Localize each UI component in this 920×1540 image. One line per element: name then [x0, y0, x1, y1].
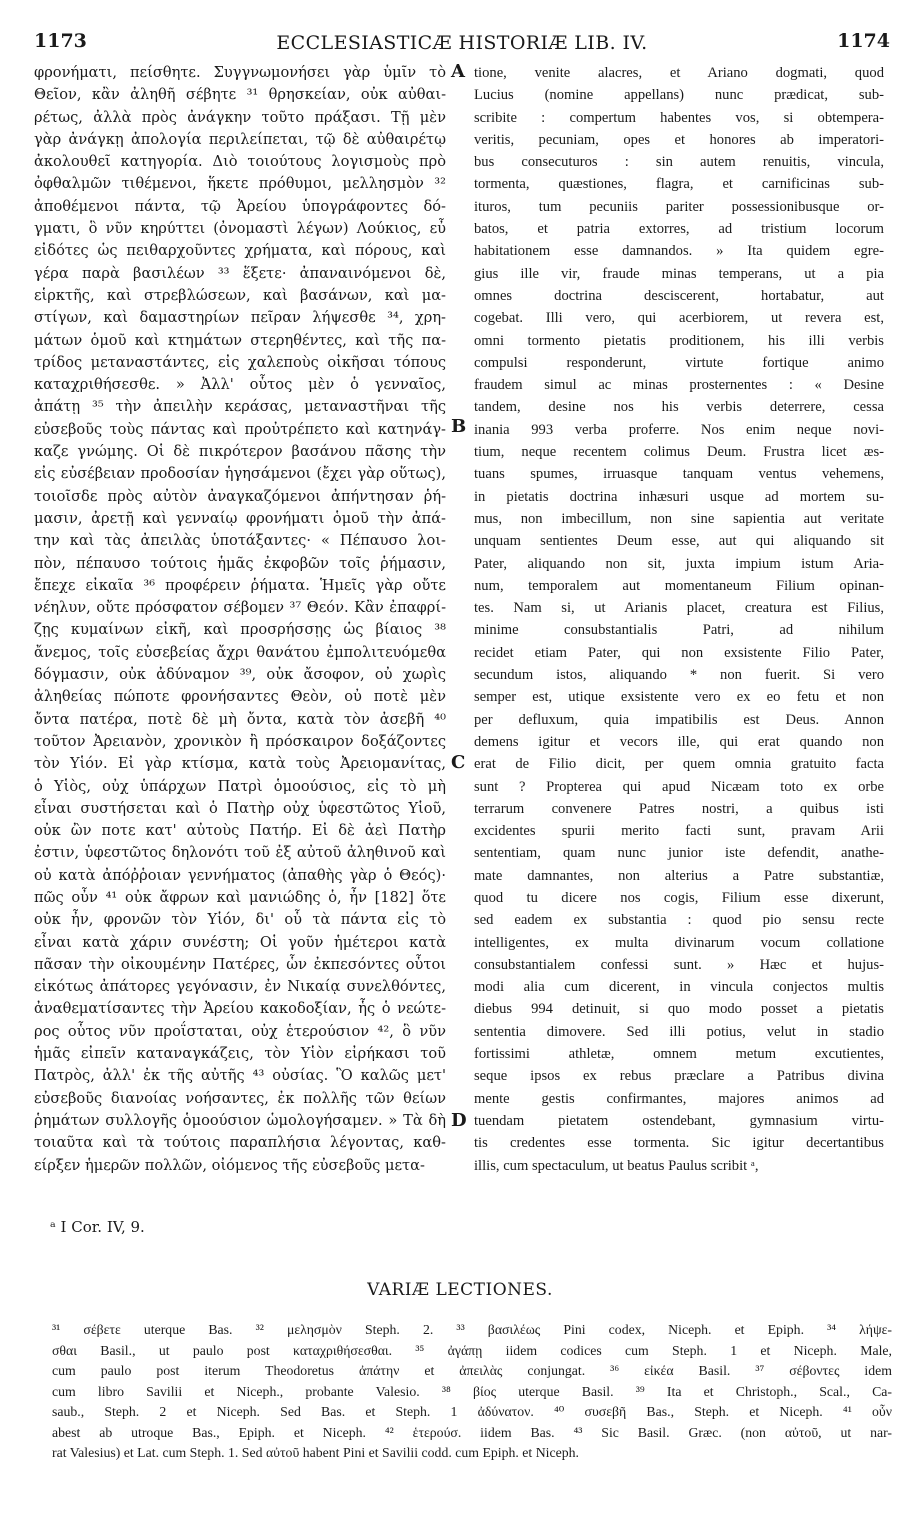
greek-text-line: οὐ κατὰ ἀπόῤῥοιαν γεννήματος (ἀπαθὴς γὰρ ὁ Θεός)·: [34, 866, 446, 884]
latin-text-line: Lucius (nomine appellans) nunc prædicat, sub-: [474, 87, 884, 104]
greek-text-line: στίγων, καὶ δαμαστηρίων πεῖραν λήψεσθε ³⁴, χρη-: [34, 309, 446, 327]
greek-text-line: εἱρκτῆς, καὶ στρεβλώσεων, καὶ βασάνων, καὶ μα-: [34, 286, 446, 304]
greek-text-line: ἐστιν, ὑφεστῶτος δηλονότι τοῦ ἐξ αὐτοῦ ἀληθινοῦ καὶ: [34, 844, 446, 862]
latin-text-line: veritis, pecuniam, opes et honores ab imperatori-: [474, 131, 884, 148]
latin-text-line: modi alia cum dicerent, in vincula conjectos multis: [474, 979, 884, 996]
greek-text-line: τοιαῦτα καὶ τὰ τούτοις παραπλήσια λέγοντας, καθ-: [34, 1134, 446, 1152]
variant-reading-line: cum libro Savilii et Niceph., probante Valesio. ³⁸ βίος uterque Basil. ³⁹ Ita et Christoph., Scal., Ca-: [52, 1383, 892, 1399]
margin-marker-a: A: [451, 61, 465, 82]
greek-text-line: γματι, ὃ νῦν κηρύττει (ὀνομαστὶ λέγων) Λούκιος, εὖ: [34, 220, 446, 238]
latin-text-line: per defluxum, quia impatibilis est Deus. Annon: [474, 711, 884, 728]
variant-reading-line: σθαι Basil., ut paulo post καταχριθήσεσθαι. ³⁵ ἀγάπῃ iidem codices cum Steph. 1 et Niceph. Male,: [52, 1342, 892, 1358]
greek-text-line: ῥημάτων συλλογῆς ὁμοούσιον ὡμολογήσαμεν. » Τὰ δὴ: [34, 1111, 446, 1129]
variant-readings: [52, 1320, 892, 1464]
greek-text-line: νέηλυν, οὔτε πρόσφατον σέβομεν ³⁷ Θεόν. Κἂν ἐπαφρί-: [34, 599, 446, 617]
running-title: ECCLESIASTICÆ HISTORIÆ LIB. IV.: [276, 32, 648, 54]
latin-text-line: inania 993 verba proferre. Nos enim neque novi-: [474, 421, 884, 438]
greek-text-line: εὐσεβοῦς διανοίας νοήσαντες, ἐκ πολλῆς τῶν θείων: [34, 1089, 446, 1107]
greek-text-line: ὁ Υἱὸς, οὐχ ὑπάρχων Πατρὶ ὁμοούσιος, εἰς τὸ μὴ: [34, 777, 446, 795]
latin-text-line: erat de Filio dicit, per quem omnia gratuito facta: [474, 756, 884, 773]
greek-text-line: μασιν, ἀρετῇ καὶ γενναίῳ φρονήματι ὁμοῦ τὴν ἀπά-: [34, 509, 446, 527]
greek-text-line: ἀληθείας πώποτε φρονήσαντες Θεὸν, οὐ ποτὲ μὲν: [34, 688, 446, 706]
variants-heading: VARIÆ LECTIONES.: [367, 1280, 553, 1300]
variant-reading-line: abest ab utroque Bas., Epiph. et Niceph. ⁴² ἑτερούσ. iidem Bas. ⁴³ Sic Basil. Græc. (non αὐτοῦ, ut nar-: [52, 1424, 892, 1440]
greek-text-line: ἔπεχε εἰκαῖα ³⁶ προφέρειν ῥήματα. Ἡμεῖς γὰρ οὔτε: [34, 576, 446, 594]
greek-text-line: Θεῖον, κἂν ἀληθῆ σέβητε ³¹ θρησκείαν, οὐκ αὐθαι-: [34, 86, 446, 104]
latin-text-line: tium, neque recentem colimus Deum. Frustra licet æs-: [474, 444, 884, 461]
latin-text-line: bus consecuturos : sin autem renuitis, vincula,: [474, 154, 884, 171]
greek-text-line: πὸν, πέπαυσο τούτοις ἡμᾶς ἐκφοβῶν τοῖς ῥήμασιν,: [34, 554, 446, 572]
latin-text-line: illis, cum spectaculum, ut beatus Paulus scribit ᵃ,: [474, 1157, 759, 1174]
greek-text-line: καζε γνώμης. Οἱ δὲ πικρότερον βασάνου πᾶσης τὴν: [34, 443, 446, 461]
greek-text-line: την καὶ τὰς ἀπειλὰς ὑποτάξαντες· « Πέπαυσο λοι-: [34, 532, 446, 550]
latin-text-column: [474, 62, 884, 1177]
margin-marker-d: D: [451, 1110, 467, 1131]
greek-text-line: ἀναθεματίσαντες τὴν Ἀρείου κακοδοξίαν, ἧς ὁ νεώτε-: [34, 1000, 446, 1018]
latin-text-line: omni tormento pietatis proditionem, his illi verbis: [474, 332, 884, 349]
greek-text-line: οὐκ ἦν, φρονῶν τὸν Υἱόν, δι' οὗ τὰ πάντα εἰς τὸ: [34, 911, 446, 929]
greek-text-line: είρξεν ἡμερῶν πολλῶν, οἰόμενος τῆς εὐσεβοῦς μετα-: [34, 1156, 425, 1174]
latin-text-line: scribite : compertum habentes vos, si obtempera-: [474, 109, 884, 126]
greek-text-line: ἀκολουθεῖ κατηγορία. Διὸ τοιούτους λογισμοὺς πρὸ: [34, 153, 446, 171]
latin-text-line: in pietatis doctrina inhæsuri usque ad mortem su-: [474, 488, 884, 505]
latin-text-line: intelligentes, ex multa divinarum vocum collatione: [474, 934, 884, 951]
greek-text-line: ἀπάτῃ ³⁵ τὴν ἀπειλὴν κεράσας, μεταναστῆναι τῆς: [34, 398, 446, 416]
greek-text-line: ζῃς κυμαίνων εἰκῆ, καὶ προσρήσσῃς ὡς βίαιος ³⁸: [34, 621, 446, 639]
latin-text-line: tuendam pietatem ostendebant, gymnasium virtu-: [474, 1112, 884, 1129]
latin-text-line: consubstantialem confessi sunt. » Hæc et hujus-: [474, 956, 884, 973]
greek-text-line: ὄντα πατέρα, ποτὲ δὲ μὴ ὄντα, κατὰ τὸν ἀσεβῆ ⁴⁰: [34, 710, 446, 728]
latin-text-line: mus, non imbecillum, non sine sapientia aut veritate: [474, 510, 884, 527]
greek-text-line: εἰδότες ὡς πειθαρχοῦντες χρήματα, καὶ πόρους, καὶ: [34, 242, 446, 260]
greek-text-line: γέρα παρὰ βασιλέων ³³ ἕξετε· ἀπαναινόμενοι δὲ,: [34, 264, 446, 282]
latin-text-line: semper est, utique exsistente vero ex eo fetu et non: [474, 689, 884, 706]
greek-text-line: τὸν Υἱόν. Εἰ γὰρ κτίσμα, κατὰ τοὺς Ἀρειομανίτας,: [34, 755, 446, 773]
latin-text-line: recidet etiam Pater, qui non exsistente Filio Pater,: [474, 644, 884, 661]
greek-text-line: εἰς εὐσέβειαν προδοσίαν ἡγησάμενοι (ἔχει γὰρ οὕτως),: [34, 465, 446, 483]
greek-text-column: [34, 62, 446, 1177]
greek-text-line: τοῦτον Ἀρειανὸν, χρονικὸν ἢ πρόσκαιρον δοξάζοντες: [34, 732, 446, 750]
latin-text-line: tione, venite alacres, et Ariano dogmati, quod: [474, 65, 884, 81]
greek-text-line: ὀφθαλμῶν τιθέμενοι, ἥκετε πρόθυμοι, μελλησμὸν ³²: [34, 175, 446, 193]
latin-text-line: diebus 994 detinuit, si quo modo posset a pietatis: [474, 1001, 884, 1018]
latin-text-line: seque ipsos ex rebus præclare a Patribus divina: [474, 1068, 884, 1085]
variant-reading-line: cum paulo post iterum Theodoretus ἀπάτην et ἀπειλὰς conjungat. ³⁶ εἰκέα Basil. ³⁷ σέβοντες idem: [52, 1363, 892, 1378]
latin-text-line: tormenta, quæstiones, flagra, et carnificinas sub-: [474, 176, 884, 193]
latin-text-line: habitationem esse damnandos. » Ita quidem egre-: [474, 243, 884, 260]
greek-text-line: φρονήματι, πείσθητε. Συγγνωμονήσει γὰρ ὑμῖν τὸ: [34, 64, 446, 81]
latin-text-line: tandem, desine nos his verbis deterrere, cessa: [474, 399, 884, 416]
greek-text-line: καταχριθήσεσθε. » Ἀλλ' οὗτος μὲν ὁ γενναῖος,: [34, 376, 446, 394]
latin-text-line: cogebat. Illi vero, qui acerbiorem, ut revera est,: [474, 310, 884, 327]
greek-text-line: ἀποθέμενοι πάντα, τῷ Ἀρείου ὑπογράφοντες δό-: [34, 197, 446, 215]
greek-text-line: ἄνεμος, τοῖς εὐσεβείας ἄχρι θανάτου ἐμπολιτευόμεθα: [34, 643, 446, 661]
latin-text-line: fraudem simul ac minas prosternentes : « Desine: [474, 377, 884, 394]
latin-text-line: quod tu dicere nos cogis, Filium esse dixerunt,: [474, 889, 884, 906]
greek-text-line: πῶς οὖν ⁴¹ οὐκ ἄφρων καὶ μανιώδης ὁ, ἦν [182] ὅτε: [34, 888, 446, 906]
latin-text-line: sententiam, quam nunc junior iste defendit, anathe-: [474, 845, 884, 862]
latin-text-line: ituros, tum pecuniis pariter possessionibusque or-: [474, 198, 884, 215]
latin-text-line: fortissimi athletæ, omnem metum excutientes,: [474, 1046, 884, 1063]
latin-text-line: minime consubstantialis Patri, ad nihilum: [474, 622, 884, 639]
latin-text-line: tuans spumes, irruasque tanquam ventus vehemens,: [474, 466, 884, 483]
margin-marker-c: C: [451, 752, 466, 773]
page-number-left: 1173: [34, 30, 87, 52]
greek-text-line: τοιοῖσδε πρὸς αὐτὸν ἀναγκαζόμενοι ἀπήντησαν ῥή-: [34, 487, 446, 505]
latin-text-line: mente gestis confirmantes, majores animos ad: [474, 1090, 884, 1107]
latin-text-line: omnes doctrina desciscerent, hortabatur, aut: [474, 287, 884, 304]
greek-text-line: εὐσεβοῦς τοὺς πάντας καὶ προὐτρέπετο καὶ κατηνάγ-: [34, 420, 446, 438]
footnote: ᵃ I Cor. IV, 9.: [50, 1218, 145, 1236]
latin-text-line: mate damnantes, non alterius a Patre substantiæ,: [474, 867, 884, 884]
latin-text-line: sed eadem ex substantia : quod pio sensu recte: [474, 912, 884, 929]
latin-text-line: sunt ? Propterea qui apud Nicæam toto ex orbe: [474, 778, 884, 795]
latin-text-line: excidentes spurii merito facti sunt, pravam Arii: [474, 823, 884, 840]
greek-text-line: τρίδος μεταναστάντες, εἰς χαλεποὺς οἰκῆσαι τόπους: [34, 353, 446, 371]
running-header: [34, 30, 890, 58]
latin-text-line: terrarum convenere Patres nostri, a quibus isti: [474, 800, 884, 817]
greek-text-line: εἶναι συστήσεται καὶ ὁ Πατὴρ οὐχ ὑφεστῶτος Υἱοῦ,: [34, 799, 446, 817]
greek-text-line: ἡμᾶς εἰπεῖν καταναγκάζεις, τὸν Υἱὸν εἰρήκασι τοῦ: [34, 1045, 446, 1063]
latin-text-line: unquam sentientes Deum esse, aut qui aliquando sit: [474, 533, 884, 550]
greek-text-line: ρος οὗτος νῦν προΐσταται, οὐχ ἑτερούσιον ⁴², ὃ νῦν: [34, 1022, 446, 1040]
greek-text-line: Πατρὸς, ἀλλ' ἐκ τῆς αὐτῆς ⁴³ οὐσίας. Ὃ καλῶς μετ': [34, 1067, 446, 1085]
margin-marker-b: B: [451, 416, 467, 437]
variant-reading-line: ³¹ σέβετε uterque Bas. ³² μελησμὸν Steph. 2. ³³ βασιλέως Pini codex, Niceph. et Epiph. ³⁴ λήψε-: [52, 1322, 892, 1337]
latin-text-line: num, temporalem aut momentaneum Filium opinan-: [474, 577, 884, 594]
latin-text-line: batos, et patria extorres, ad tristium locorum: [474, 221, 884, 238]
latin-text-line: Pater, aliquando non sit, juxta impium istum Aria-: [474, 555, 884, 572]
greek-text-line: δόγμασιν, οὐκ ἀδύναμον ³⁹, οὐκ ἄσοφον, οὐ χωρὶς: [34, 666, 446, 684]
variant-reading-line: saub., Steph. 2 et Niceph. Sed Bas. et Steph. 1 ἀδύνατον. ⁴⁰ συσεβῆ Bas., Steph. et Niceph. ⁴¹ οὖν: [52, 1404, 892, 1419]
greek-text-line: εἶναι κατὰ χάριν συνέστη; Οἱ γοῦν ἡμέτεροι κατὰ: [34, 933, 446, 951]
page-number-right: 1174: [837, 30, 890, 52]
greek-text-line: ρέτως, ἀλλὰ πρὸς ἀνάγκην τοῦτο πράξασι. Τῇ μὲν: [34, 108, 446, 126]
greek-text-line: εἰκότως ἀπάτορες γεγόνασιν, ἐν Νικαίᾳ συνελθόντες,: [34, 978, 446, 996]
variant-reading-line: rat Valesius) et Lat. cum Steph. 1. Sed αὐτοῦ habent Pini et Savilii codd. cum Epiph. et Niceph.: [52, 1445, 579, 1460]
greek-text-line: μάτων ὁμοῦ καὶ κτημάτων στερηθέντες, καὶ τῆς πα-: [34, 331, 446, 349]
latin-text-line: sententia dimovere. Sed illi potius, velut in stadio: [474, 1023, 884, 1040]
greek-text-line: γὰρ ἀνάγκῃ ἀπολογία περιλείπεται, τῷ δὲ αὐθαιρέτῳ: [34, 130, 446, 148]
latin-text-line: tes. Nam si, ut Arianis placet, creatura est Filius,: [474, 600, 884, 617]
latin-text-line: gius ille vir, fraude minas temperans, ut a pia: [474, 265, 884, 282]
greek-text-line: πᾶσαν τὴν οἰκουμένην Πατέρες, ὧν ἐκπεσόντες οὗτοι: [34, 955, 446, 973]
greek-text-line: οὐκ ὢν ποτε κατ' αὐτοὺς Πατήρ. Εἰ δὲ ἀεὶ Πατὴρ: [34, 822, 446, 840]
latin-text-line: compulsi responderunt, virtute fortique animo: [474, 354, 884, 371]
latin-text-line: tis credentes esse tormenta. Sic igitur decertantibus: [474, 1135, 884, 1152]
latin-text-line: secundum istos, aliquando * non fuerit. Si vero: [474, 667, 884, 684]
latin-text-line: demens igitur et vecors ille, qui erat quando non: [474, 733, 884, 750]
